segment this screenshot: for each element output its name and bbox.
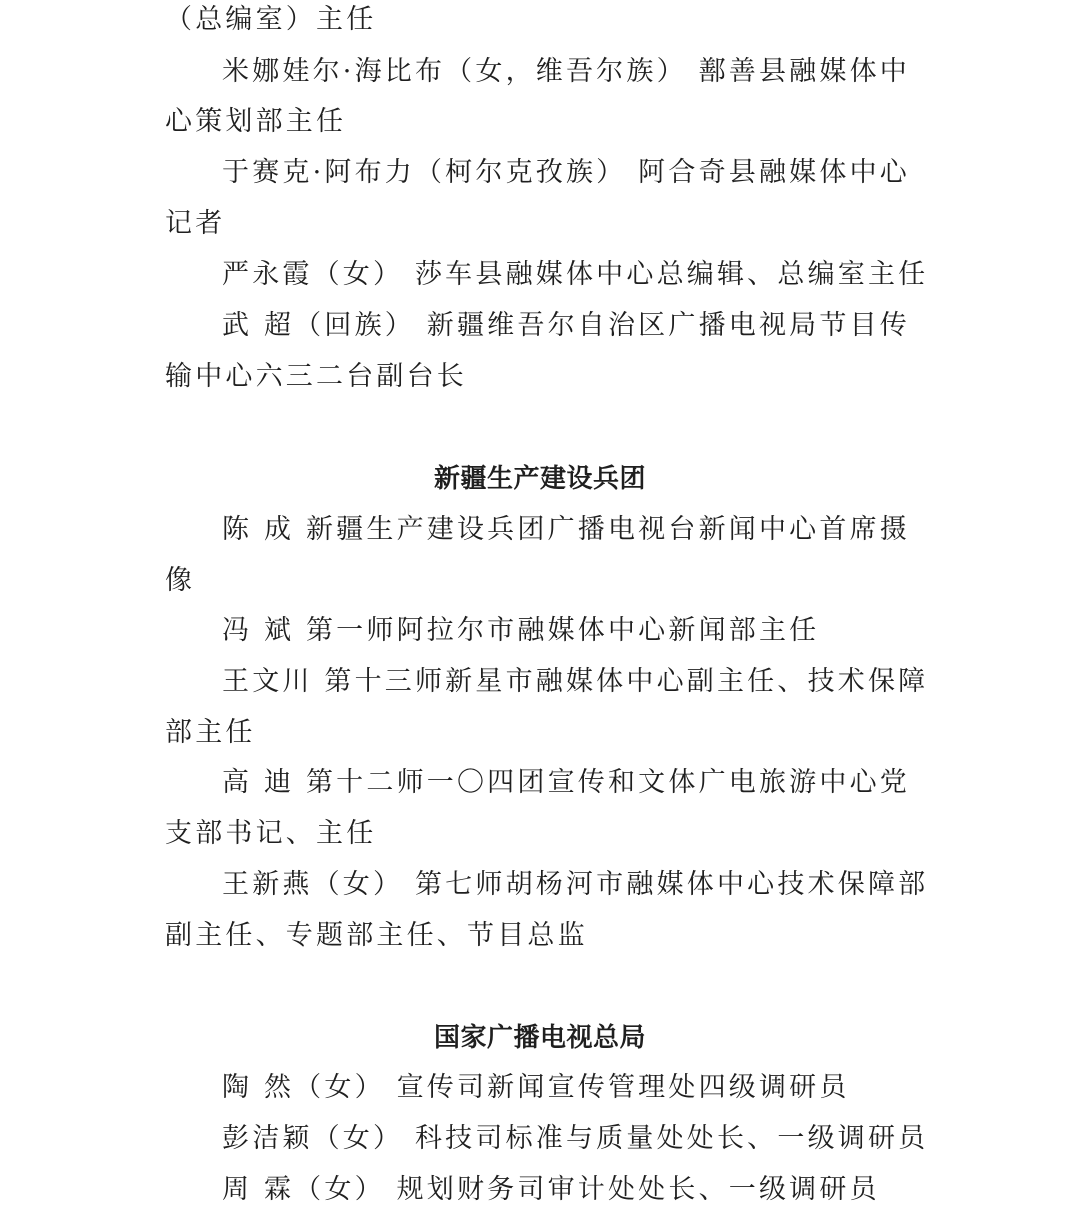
entry-line: 彭洁颖（女） 科技司标准与质量处处长、一级调研员 bbox=[222, 1123, 929, 1154]
entry-line: 陶 然（女） 宣传司新闻宣传管理处四级调研员 bbox=[222, 1072, 850, 1103]
entry-line: 于赛克·阿布力（柯尔克孜族） 阿合奇县融媒体中心 bbox=[222, 157, 910, 188]
entry-line: 记者 bbox=[165, 208, 226, 239]
entry-line: 心策划部主任 bbox=[165, 106, 347, 137]
section-heading-nrta: 国家广播电视总局 bbox=[433, 1023, 646, 1053]
entry-line: 王文川 第十三师新星市融媒体中心副主任、技术保障 bbox=[222, 666, 929, 697]
entry-line: 陈 成 新疆生产建设兵团广播电视台新闻中心首席摄 bbox=[222, 514, 910, 545]
entry-line: 王新燕（女） 第七师胡杨河市融媒体中心技术保障部 bbox=[222, 869, 929, 900]
entry-line: 支部书记、主任 bbox=[165, 818, 377, 849]
entry-line: 严永霞（女） 莎车县融媒体中心总编辑、总编室主任 bbox=[222, 259, 929, 290]
entry-line: 像 bbox=[165, 565, 196, 596]
entry-line: 周 霖（女） 规划财务司审计处处长、一级调研员 bbox=[222, 1174, 880, 1205]
entry-line: 武 超（回族） 新疆维吾尔自治区广播电视局节目传 bbox=[222, 310, 910, 341]
entry-line: （总编室）主任 bbox=[165, 4, 377, 35]
entry-line: 米娜娃尔·海比布（女，维吾尔族） 鄯善县融媒体中 bbox=[222, 56, 910, 87]
entry-line: 高 迪 第十二师一〇四团宣传和文体广电旅游中心党 bbox=[222, 767, 910, 798]
entry-line: 冯 斌 第一师阿拉尔市融媒体中心新闻部主任 bbox=[222, 615, 820, 646]
entry-line: 副主任、专题部主任、节目总监 bbox=[165, 920, 588, 951]
entry-line: 部主任 bbox=[165, 717, 256, 748]
section-heading-bingtuan: 新疆生产建设兵团 bbox=[433, 464, 646, 494]
entry-line: 输中心六三二台副台长 bbox=[165, 361, 467, 392]
